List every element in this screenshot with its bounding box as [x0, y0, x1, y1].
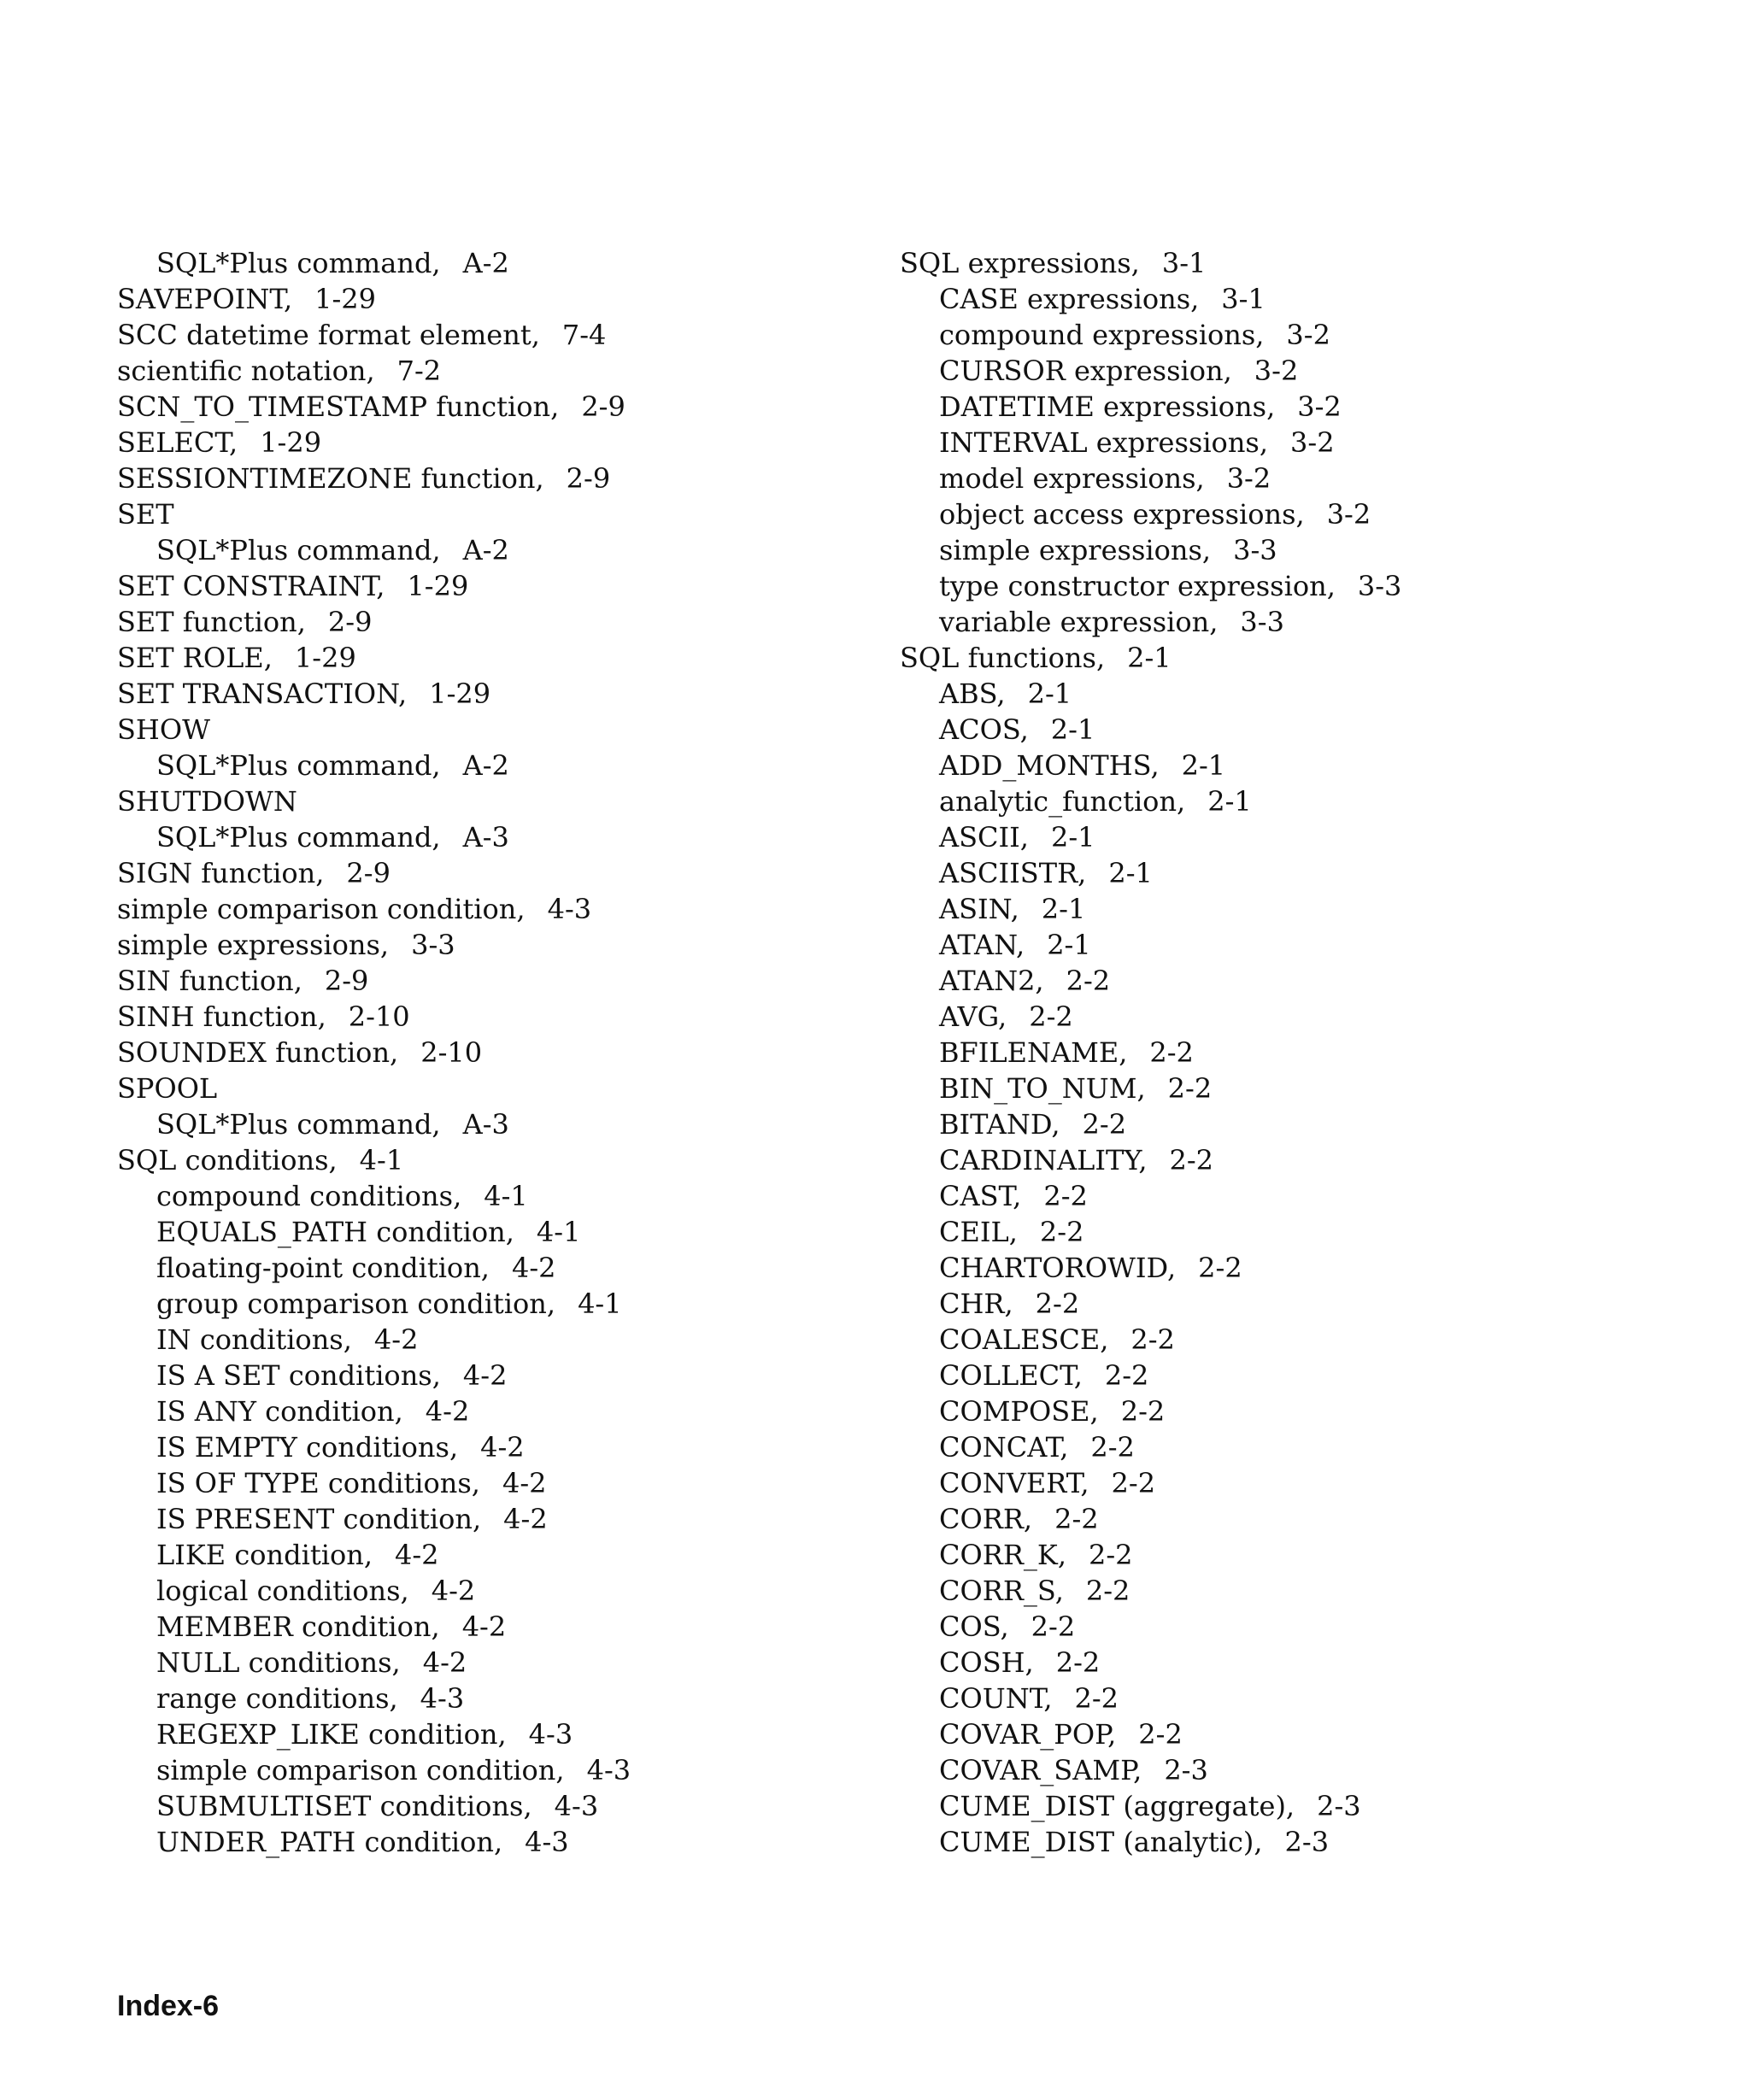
index-entry	[117, 604, 631, 640]
index-page-ref: 2-2	[1029, 1000, 1073, 1033]
index-term: SQL*Plus command,	[156, 749, 441, 782]
index-term: floating-point condition,	[156, 1252, 490, 1284]
index-page-ref: 3-2	[1297, 390, 1342, 423]
index-term: IS A SET conditions,	[156, 1359, 441, 1392]
index-subentry	[900, 532, 1401, 568]
index-term: SOUNDEX function,	[117, 1036, 399, 1069]
index-page-ref: 2-2	[1090, 1431, 1135, 1464]
index-term: SQL functions,	[900, 642, 1106, 674]
index-page-ref: 2-2	[1035, 1288, 1080, 1320]
index-page-ref: 4-1	[536, 1216, 581, 1248]
index-subentry	[900, 1752, 1401, 1788]
index-term: CONVERT,	[939, 1467, 1089, 1499]
index-page-ref: 2-2	[1043, 1180, 1088, 1212]
index-page-ref: A-3	[462, 1108, 509, 1141]
index-page-ref: 2-1	[1041, 893, 1086, 925]
index-page-ref: 4-2	[511, 1252, 556, 1284]
index-term: IN conditions,	[156, 1323, 352, 1356]
index-term: SIN function,	[117, 965, 302, 997]
index-term: scientific notation,	[117, 355, 375, 387]
index-subentry	[900, 1681, 1401, 1716]
index-term: ASCII,	[939, 821, 1029, 853]
index-subentry	[900, 496, 1401, 532]
index-term: range conditions,	[156, 1682, 398, 1715]
index-term: SET	[117, 498, 174, 531]
index-column-right	[900, 245, 1401, 1860]
index-subentry	[900, 1142, 1401, 1178]
index-subentry	[900, 891, 1401, 927]
index-term: CORR_S,	[939, 1575, 1064, 1607]
index-term: compound conditions,	[156, 1180, 462, 1212]
index-term: SHUTDOWN	[117, 785, 297, 818]
index-page-ref: 2-1	[1050, 821, 1095, 853]
index-page-ref: 4-2	[373, 1323, 419, 1356]
index-term: SPOOL	[117, 1072, 218, 1105]
index-subentry	[117, 1322, 631, 1358]
index-entry	[117, 1071, 631, 1106]
index-page-ref: 2-2	[1198, 1252, 1242, 1284]
index-subentry	[117, 1465, 631, 1501]
index-subentry	[900, 712, 1401, 748]
index-subentry	[900, 568, 1401, 604]
index-entry	[117, 317, 631, 353]
index-subentry	[900, 1537, 1401, 1573]
index-page-ref: 2-2	[1039, 1216, 1084, 1248]
index-entry	[117, 425, 631, 460]
index-subentry	[117, 245, 631, 281]
index-page-ref: 2-2	[1130, 1323, 1175, 1356]
index-subentry	[900, 783, 1401, 819]
index-page-ref: 4-3	[525, 1826, 569, 1858]
index-term: simple expressions,	[939, 534, 1212, 566]
index-term: COALESCE,	[939, 1323, 1109, 1356]
index-term: SESSIONTIMEZONE function,	[117, 462, 544, 495]
index-term: ASCIISTR,	[939, 857, 1087, 889]
index-term: CEIL,	[939, 1216, 1018, 1248]
index-subentry	[117, 1214, 631, 1250]
index-term: REGEXP_LIKE condition,	[156, 1718, 507, 1751]
index-term: SET ROLE,	[117, 642, 273, 674]
index-subentry	[117, 1178, 631, 1214]
index-page-ref: 4-2	[480, 1431, 525, 1464]
index-term: CUME_DIST (aggregate),	[939, 1790, 1295, 1822]
index-term: BITAND,	[939, 1108, 1060, 1141]
index-term: CAST,	[939, 1180, 1022, 1212]
index-page-ref: 1-29	[429, 678, 491, 710]
index-term: CUME_DIST (analytic),	[939, 1826, 1263, 1858]
index-subentry	[900, 1214, 1401, 1250]
index-term: CHARTOROWID,	[939, 1252, 1177, 1284]
index-page-ref: 2-2	[1082, 1108, 1127, 1141]
index-page-ref: 2-3	[1317, 1790, 1361, 1822]
index-subentry	[900, 1573, 1401, 1609]
index-subentry	[900, 1716, 1401, 1752]
index-subentry	[900, 317, 1401, 353]
index-term: CORR,	[939, 1503, 1033, 1535]
index-page-ref: 4-1	[578, 1288, 622, 1320]
index-term: SET function,	[117, 606, 306, 638]
index-page-ref: 2-1	[1127, 642, 1172, 674]
index-term: COVAR_SAMP,	[939, 1754, 1142, 1786]
index-subentry	[117, 1501, 631, 1537]
index-term: COUNT,	[939, 1682, 1053, 1715]
index-page-ref: A-2	[462, 749, 509, 782]
index-page-ref: 2-2	[1149, 1036, 1194, 1069]
index-term: SQL conditions,	[117, 1144, 338, 1176]
index-term: IS EMPTY conditions,	[156, 1431, 459, 1464]
index-page-ref: 4-2	[461, 1610, 507, 1643]
index-page-ref: A-2	[462, 247, 509, 279]
index-subentry	[117, 1752, 631, 1788]
index-subentry	[900, 460, 1401, 496]
index-page-ref: 2-2	[1054, 1503, 1099, 1535]
index-subentry	[900, 1609, 1401, 1645]
index-term: SUBMULTISET conditions,	[156, 1790, 532, 1822]
index-subentry	[117, 1429, 631, 1465]
index-page-ref: 2-2	[1138, 1718, 1183, 1751]
index-term: simple comparison condition,	[156, 1754, 565, 1786]
index-subentry	[900, 1788, 1401, 1824]
index-column-left	[117, 245, 631, 1860]
index-page-ref: 4-3	[420, 1682, 465, 1715]
index-subentry	[900, 676, 1401, 712]
index-term: BIN_TO_NUM,	[939, 1072, 1146, 1105]
index-subentry	[900, 819, 1401, 855]
index-term: COVAR_POP,	[939, 1718, 1117, 1751]
index-entry	[900, 245, 1401, 281]
index-subentry	[900, 1465, 1401, 1501]
index-page-ref: 2-2	[1167, 1072, 1213, 1105]
index-page-ref: 3-3	[1233, 534, 1277, 566]
index-subentry	[900, 1322, 1401, 1358]
index-term: INTERVAL expressions,	[939, 426, 1269, 459]
index-term: ATAN2,	[939, 965, 1044, 997]
index-page-ref: 1-29	[407, 570, 469, 602]
index-page-ref: 3-1	[1221, 283, 1266, 315]
index-term: ATAN,	[939, 929, 1025, 961]
index-term: DATETIME expressions,	[939, 390, 1276, 423]
index-term: logical conditions,	[156, 1575, 409, 1607]
index-page-ref: 4-3	[528, 1718, 573, 1751]
index-page-ref: 4-2	[394, 1539, 439, 1571]
index-page-ref: 3-2	[1290, 426, 1335, 459]
index-page-ref: 2-1	[1050, 713, 1095, 746]
index-term: COMPOSE,	[939, 1395, 1099, 1428]
index-entry	[117, 281, 631, 317]
index-term: SHOW	[117, 713, 210, 746]
index-page-ref: 2-3	[1284, 1826, 1330, 1858]
index-subentry	[900, 1824, 1401, 1860]
index-subentry	[117, 1716, 631, 1752]
index-term: IS PRESENT condition,	[156, 1503, 482, 1535]
page-footer-label: Index-6	[117, 1990, 220, 2022]
index-term: NULL conditions,	[156, 1646, 401, 1679]
index-page-ref: 7-2	[396, 355, 442, 387]
index-subentry	[900, 1286, 1401, 1322]
index-term: IS OF TYPE conditions,	[156, 1467, 480, 1499]
index-subentry	[117, 1573, 631, 1609]
index-page-ref: 2-1	[1207, 785, 1252, 818]
index-term: LIKE condition,	[156, 1539, 373, 1571]
index-entry	[117, 891, 631, 927]
index-subentry	[900, 1178, 1401, 1214]
index-page-ref: 4-2	[462, 1359, 508, 1392]
index-subentry	[117, 1393, 631, 1429]
index-subentry	[900, 1358, 1401, 1393]
index-page-ref: 2-1	[1108, 857, 1153, 889]
index-entry	[117, 963, 631, 999]
index-subentry	[117, 1537, 631, 1573]
index-page-ref: 2-3	[1164, 1754, 1208, 1786]
index-term: CASE expressions,	[939, 283, 1200, 315]
index-subentry	[900, 1250, 1401, 1286]
index-page-ref: 4-3	[547, 893, 592, 925]
index-page-ref: 4-2	[503, 1503, 548, 1535]
index-entry	[117, 927, 631, 963]
index-term: UNDER_PATH condition,	[156, 1826, 503, 1858]
index-entry	[117, 855, 631, 891]
index-term: object access expressions,	[939, 498, 1305, 531]
index-subentry	[900, 1429, 1401, 1465]
index-page-ref: 4-1	[484, 1180, 528, 1212]
index-page-ref: 2-9	[324, 965, 369, 997]
index-page-ref: 4-2	[422, 1646, 467, 1679]
index-term: SQL*Plus command,	[156, 1108, 441, 1141]
index-term: ACOS,	[939, 713, 1029, 746]
index-subentry	[117, 1106, 631, 1142]
index-term: ADD_MONTHS,	[939, 749, 1160, 782]
index-page-ref: 3-2	[1254, 355, 1299, 387]
index-page-ref: 2-1	[1027, 678, 1072, 710]
index-subentry	[117, 1250, 631, 1286]
index-page-ref: 2-10	[420, 1036, 483, 1069]
index-page-ref: 2-2	[1031, 1610, 1076, 1643]
index-page-ref: 7-4	[561, 319, 607, 351]
index-term: BFILENAME,	[939, 1036, 1128, 1069]
index-page-ref: A-3	[462, 821, 509, 853]
index-term: EQUALS_PATH condition,	[156, 1216, 514, 1248]
index-page-ref: 3-2	[1226, 462, 1271, 495]
index-term: SQL*Plus command,	[156, 247, 441, 279]
index-subentry	[900, 389, 1401, 425]
index-subentry	[900, 281, 1401, 317]
index-entry	[117, 712, 631, 748]
index-subentry	[900, 963, 1401, 999]
index-term: SQL*Plus command,	[156, 821, 441, 853]
index-term: ABS,	[939, 678, 1006, 710]
index-page-ref: 2-2	[1111, 1467, 1156, 1499]
index-page-ref: 3-2	[1286, 319, 1330, 351]
index-page-ref: 1-29	[294, 642, 356, 674]
index-subentry	[900, 999, 1401, 1035]
index-page-ref: 2-2	[1055, 1646, 1101, 1679]
index-term: SIGN function,	[117, 857, 325, 889]
index-subentry	[117, 1788, 631, 1824]
index-page-ref: 2-1	[1181, 749, 1226, 782]
index-page-ref: 3-3	[1240, 606, 1284, 638]
index-term: compound expressions,	[939, 319, 1265, 351]
index-page-ref: 3-3	[411, 929, 455, 961]
index-term: IS ANY condition,	[156, 1395, 403, 1428]
index-entry	[117, 460, 631, 496]
index-page-ref: 2-9	[327, 606, 373, 638]
index-page-ref: 4-2	[502, 1467, 547, 1499]
index-subentry	[117, 1824, 631, 1860]
index-page-ref: 2-2	[1120, 1395, 1166, 1428]
index-entry	[117, 783, 631, 819]
index-subentry	[900, 1645, 1401, 1681]
index-page-ref: 4-3	[586, 1754, 631, 1786]
index-subentry	[900, 855, 1401, 891]
index-subentry	[900, 1393, 1401, 1429]
index-page-ref: 2-10	[348, 1000, 410, 1033]
index-term: type constructor expression,	[939, 570, 1336, 602]
index-subentry	[900, 1501, 1401, 1537]
index-term: SAVEPOINT,	[117, 283, 293, 315]
index-page-ref: 2-9	[566, 462, 611, 495]
index-subentry	[900, 927, 1401, 963]
index-entry	[900, 640, 1401, 676]
index-subentry	[900, 425, 1401, 460]
index-page-ref: 1-29	[260, 426, 322, 459]
index-entry	[117, 353, 631, 389]
index-term: variable expression,	[939, 606, 1219, 638]
index-subentry	[117, 1609, 631, 1645]
index-subentry	[900, 1035, 1401, 1071]
index-subentry	[900, 1071, 1401, 1106]
index-term: SCC datetime format element,	[117, 319, 540, 351]
index-page-ref: 2-2	[1085, 1575, 1130, 1607]
index-term: COS,	[939, 1610, 1009, 1643]
index-subentry	[900, 748, 1401, 783]
index-entry	[117, 1035, 631, 1071]
index-page-ref: 2-2	[1066, 965, 1111, 997]
index-term: CONCAT,	[939, 1431, 1069, 1464]
index-page-ref: 4-2	[425, 1395, 470, 1428]
index-term: model expressions,	[939, 462, 1205, 495]
index-subentry	[117, 532, 631, 568]
index-page-ref: 4-3	[554, 1790, 599, 1822]
index-entry	[117, 1142, 631, 1178]
index-page-ref: 3-3	[1357, 570, 1402, 602]
index-term: CARDINALITY,	[939, 1144, 1148, 1176]
index-entry	[117, 999, 631, 1035]
index-subentry	[900, 1106, 1401, 1142]
index-subentry	[900, 604, 1401, 640]
index-term: COSH,	[939, 1646, 1034, 1679]
index-term: CURSOR expression,	[939, 355, 1232, 387]
index-page-ref: 2-2	[1104, 1359, 1149, 1392]
index-term: AVG,	[939, 1000, 1007, 1033]
index-subentry	[117, 1681, 631, 1716]
index-subentry	[117, 819, 631, 855]
index-term: MEMBER condition,	[156, 1610, 440, 1643]
index-entry	[117, 640, 631, 676]
index-page-ref: 2-2	[1088, 1539, 1133, 1571]
index-term: simple comparison condition,	[117, 893, 526, 925]
index-term: SCN_TO_TIMESTAMP function,	[117, 390, 560, 423]
index-page-ref: 2-2	[1074, 1682, 1119, 1715]
index-term: analytic_function,	[939, 785, 1186, 818]
index-term: simple expressions,	[117, 929, 390, 961]
index-page-ref: 4-1	[359, 1144, 404, 1176]
index-term: SET CONSTRAINT,	[117, 570, 385, 602]
index-term: SQL*Plus command,	[156, 534, 441, 566]
index-subentry	[117, 1645, 631, 1681]
index-page-ref: 2-2	[1169, 1144, 1214, 1176]
index-subentry	[117, 1358, 631, 1393]
index-page-ref: 2-9	[346, 857, 391, 889]
index-entry	[117, 389, 631, 425]
index-page-ref: 1-29	[314, 283, 377, 315]
index-page-ref: A-2	[462, 534, 509, 566]
index-term: CHR,	[939, 1288, 1013, 1320]
index-term: CORR_K,	[939, 1539, 1066, 1571]
index-term: group comparison condition,	[156, 1288, 556, 1320]
index-page-ref: 2-1	[1047, 929, 1091, 961]
index-term: SQL expressions,	[900, 247, 1140, 279]
index-page-ref: 2-9	[581, 390, 625, 423]
index-subentry	[117, 1286, 631, 1322]
index-page-ref: 4-2	[431, 1575, 476, 1607]
index-term: COLLECT,	[939, 1359, 1083, 1392]
index-page-ref: 3-1	[1161, 247, 1207, 279]
index-term: ASIN,	[939, 893, 1019, 925]
index-entry	[117, 568, 631, 604]
index-subentry	[900, 353, 1401, 389]
index-entry	[117, 676, 631, 712]
index-page-ref: 3-2	[1326, 498, 1371, 531]
index-term: SINH function,	[117, 1000, 326, 1033]
index-subentry	[117, 748, 631, 783]
index-term: SET TRANSACTION,	[117, 678, 408, 710]
index-entry	[117, 496, 631, 532]
index-term: SELECT,	[117, 426, 238, 459]
